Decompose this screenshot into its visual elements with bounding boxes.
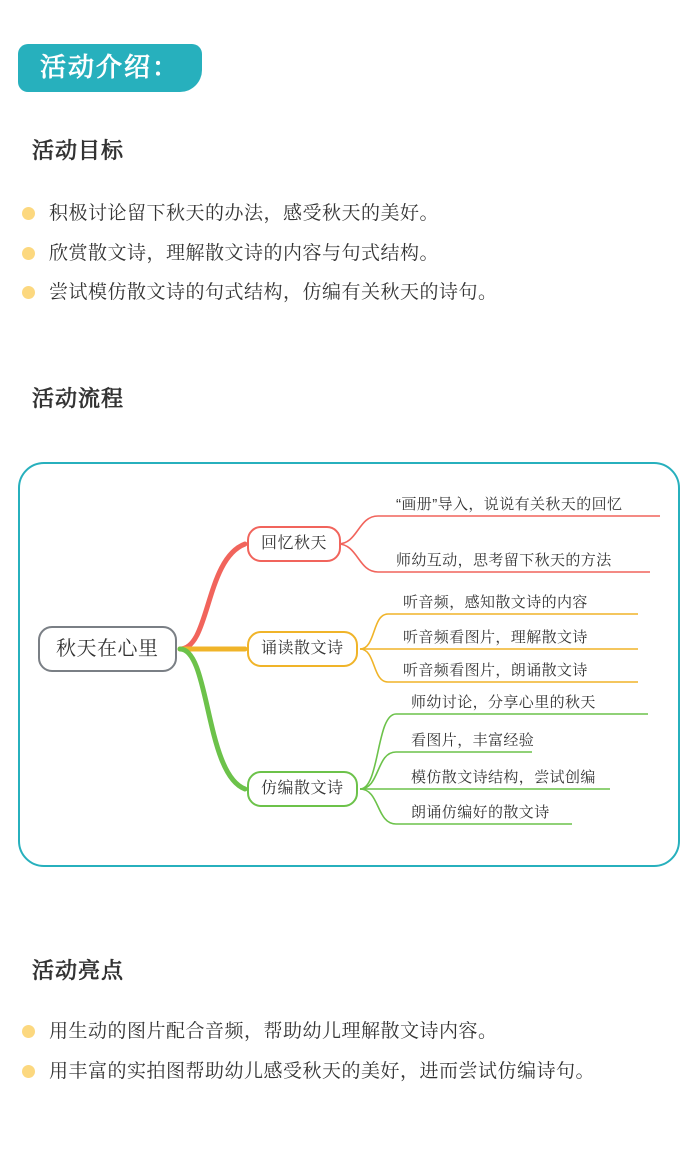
list-item-text: 积极讨论留下秋天的办法，感受秋天的美好。 <box>49 203 440 224</box>
mindmap-leaf: 听音频看图片，朗诵散文诗 <box>403 662 588 679</box>
section-heading-flow <box>26 388 130 412</box>
list-item-text: 用生动的图片配合音频，帮助幼儿理解散文诗内容。 <box>49 1021 498 1042</box>
section-heading-goal <box>26 140 130 164</box>
list-item-text: 欣赏散文诗，理解散文诗的内容与句式结构。 <box>49 242 440 264</box>
bullet-dot-icon <box>22 1065 35 1078</box>
mindmap-root-node[interactable]: 秋天在心里 <box>38 626 177 672</box>
mindmap-leaf: 师幼讨论，分享心里的秋天 <box>411 694 596 711</box>
mindmap-leaf: 模仿散文诗结构，尝试创编 <box>411 769 596 786</box>
section-heading-highlight-label: 活动亮点 <box>32 958 125 983</box>
mindmap-branch-node-1[interactable]: 回忆秋天 <box>247 526 341 562</box>
section-heading-highlight <box>26 960 130 984</box>
mindmap-leaf: 师幼互动，思考留下秋天的方法 <box>396 552 612 569</box>
list-item <box>22 1018 672 1047</box>
mindmap-leaf: 听音频，感知散文诗的内容 <box>403 594 588 611</box>
bullet-dot-icon <box>22 207 35 220</box>
section-heading-goal-label: 活动目标 <box>32 138 125 163</box>
bullet-dot-icon <box>22 1025 35 1038</box>
mindmap-leaf: 看图片，丰富经验 <box>411 732 535 749</box>
highlight-list <box>22 1018 672 1097</box>
mindmap-branch-node-3[interactable]: 仿编散文诗 <box>247 771 358 807</box>
bullet-dot-icon <box>22 286 35 299</box>
page-title-pill: 活动介绍： <box>18 44 202 92</box>
mindmap-card <box>18 462 680 867</box>
list-item <box>22 279 672 308</box>
list-item <box>22 1058 672 1087</box>
bullet-dot-icon <box>22 247 35 260</box>
mindmap-branch-node-2[interactable]: 诵读散文诗 <box>247 631 358 667</box>
mindmap-leaf: 听音频看图片，理解散文诗 <box>403 629 588 646</box>
mindmap-leaf: “画册”导入，说说有关秋天的回忆 <box>396 496 623 513</box>
section-heading-flow-label: 活动流程 <box>32 386 125 411</box>
list-item <box>22 200 672 229</box>
list-item-text: 尝试模仿散文诗的句式结构，仿编有关秋天的诗句。 <box>49 282 498 303</box>
list-item-text: 用丰富的实拍图帮助幼儿感受秋天的美好，进而尝试仿编诗句。 <box>49 1060 596 1082</box>
goal-list <box>22 200 672 319</box>
mindmap-leaf: 朗诵仿编好的散文诗 <box>411 804 550 821</box>
list-item <box>22 240 672 269</box>
